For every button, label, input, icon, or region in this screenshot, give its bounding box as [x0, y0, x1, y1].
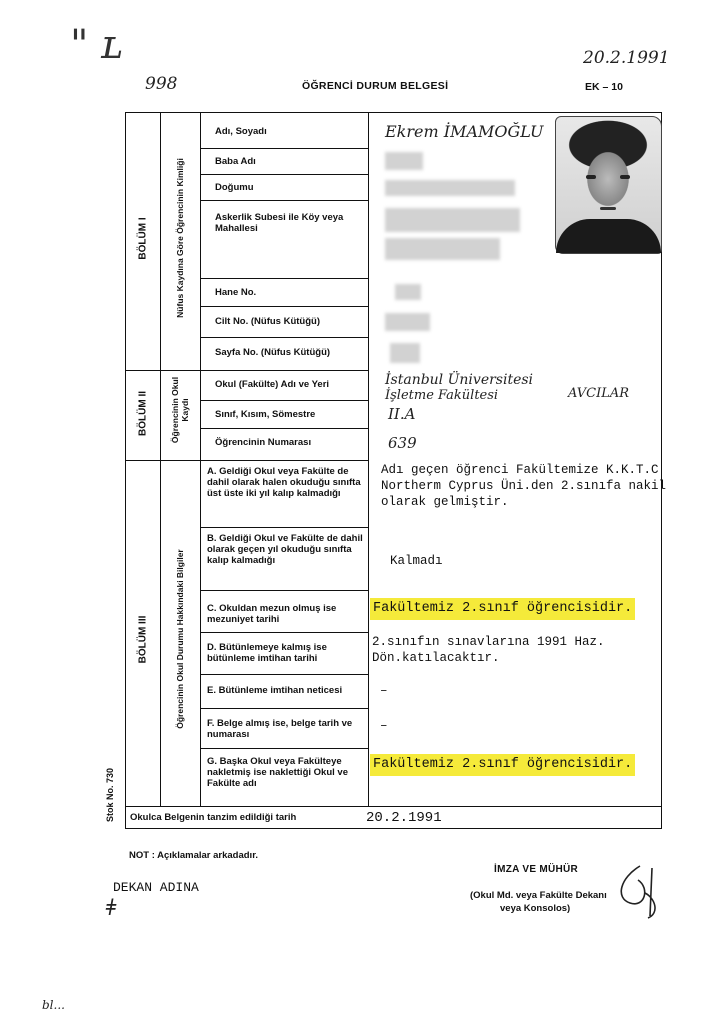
- student-photo: [555, 116, 662, 254]
- label-askerlik: Askerlik Subesi ile Köy veya Mahallesi: [215, 212, 344, 234]
- redaction-hane-no: [395, 284, 421, 300]
- value-okul-line1: İstanbul Üniversitesi: [385, 372, 534, 388]
- section-1-sublabel: Nüfus Kaydına Göre Öğrencinin Kimliği: [175, 158, 185, 318]
- dean-text: DEKAN ADINA: [113, 880, 199, 895]
- section-1-label: BÖLÜM I: [137, 217, 149, 260]
- value-a-line2: Northerm Cyprus Üni.den 2.sınıfa nakil: [381, 479, 667, 493]
- label-sinif: Sınıf, Kısım, Sömestre: [215, 409, 316, 420]
- value-g: Fakültemiz 2.sınıf öğrencisidir.: [370, 754, 635, 776]
- value-okul-line2: İşletme Fakültesi: [385, 388, 499, 403]
- redaction-askerlik-1: [385, 208, 520, 232]
- dean-initial: ǂ: [106, 896, 117, 921]
- section-3-label: BÖLÜM III: [137, 615, 149, 664]
- value-c: Fakültemiz 2.sınıf öğrencisidir.: [370, 598, 635, 620]
- section-2-label: BÖLÜM II: [137, 391, 149, 436]
- label-hane-no: Hane No.: [215, 287, 257, 298]
- label-numara: Öğrencinin Numarası: [215, 437, 312, 448]
- label-a: A. Geldiği Okul veya Fakülte de dahil olarak halen okuduğu sınıfta üst üste iki yıl kalıp kalmadığı: [207, 466, 361, 499]
- handwritten-number: 998: [145, 74, 178, 94]
- value-a-line3: olarak gelmiştir.: [381, 495, 509, 509]
- value-numara: 639: [388, 434, 417, 452]
- redaction-askerlik-2: [385, 238, 500, 260]
- label-cilt-no: Cilt No. (Nüfus Kütüğü): [215, 316, 321, 327]
- label-b: B. Geldiği Okul ve Fakülte de dahil olarak geçen yıl okuduğu sınıfta kalıp kalmadığı: [207, 533, 363, 566]
- redaction-cilt-no: [385, 313, 430, 331]
- redaction-dogumu: [385, 180, 515, 196]
- section-2-sublabel: Öğrencinin Okul Kaydı: [170, 376, 190, 444]
- signature-sub-line2: veya Konsolos): [500, 903, 571, 914]
- signature-title: İMZA VE MÜHÜR: [494, 864, 579, 875]
- handwritten-date: 20.2.1991: [583, 48, 670, 68]
- section-3-sublabel: Öğrencinin Okul Durumu Hakkındaki Bilgiler: [175, 549, 185, 729]
- label-baba-adi: Baba Adı: [215, 156, 256, 167]
- value-a-line1: Adı geçen öğrenci Fakültemize K.K.T.C: [381, 463, 659, 477]
- label-d: D. Bütünlemeye kalmış ise bütünleme imtihan tarihi: [207, 642, 327, 664]
- document-title: ÖĞRENCİ DURUM BELGESİ: [302, 80, 449, 92]
- value-d-line1: 2.sınıfın sınavlarına 1991 Haz.: [372, 635, 605, 649]
- signature-mark: [600, 858, 670, 933]
- redaction-sayfa-no: [390, 343, 420, 363]
- corner-scribble: " ʟ: [70, 22, 123, 68]
- stock-number: Stok No. 730: [105, 767, 115, 823]
- redaction-baba-adi: [385, 152, 423, 170]
- bottom-scribble: bl...: [42, 998, 65, 1012]
- label-dogumu: Doğumu: [215, 182, 254, 193]
- label-c: C. Okuldan mezun olmuş ise mezuniyet tarihi: [207, 603, 337, 625]
- value-f: –: [380, 719, 388, 733]
- label-sayfa-no: Sayfa No. (Nüfus Kütüğü): [215, 347, 331, 358]
- value-okul-place: AVCILAR: [568, 386, 630, 401]
- value-e: –: [380, 684, 388, 698]
- value-tanzim: 20.2.1991: [366, 810, 442, 826]
- label-tanzim: Okulca Belgenin tanzim edildiği tarih: [130, 812, 297, 823]
- value-d-line2: Dön.katılacaktır.: [372, 651, 500, 665]
- label-okul: Okul (Fakülte) Adı ve Yeri: [215, 379, 330, 390]
- value-b: Kalmadı: [390, 554, 443, 568]
- note-text: NOT : Açıklamalar arkadadır.: [129, 850, 259, 861]
- label-g: G. Başka Okul veya Fakülteye nakletmiş ise naklettiği Okul ve Fakülte adı: [207, 756, 348, 789]
- label-ad-soyad: Adı, Soyadı: [215, 126, 267, 137]
- annex-label: EK – 10: [585, 81, 623, 93]
- value-ad-soyad: Ekrem İMAMOĞLU: [385, 122, 544, 141]
- signature-sub-line1: (Okul Md. veya Fakülte Dekanı: [470, 890, 607, 901]
- label-f: F. Belge almış ise, belge tarih ve numarası: [207, 718, 353, 740]
- value-sinif: II.A: [388, 405, 416, 423]
- label-e: E. Bütünleme imtihan neticesi: [207, 685, 343, 696]
